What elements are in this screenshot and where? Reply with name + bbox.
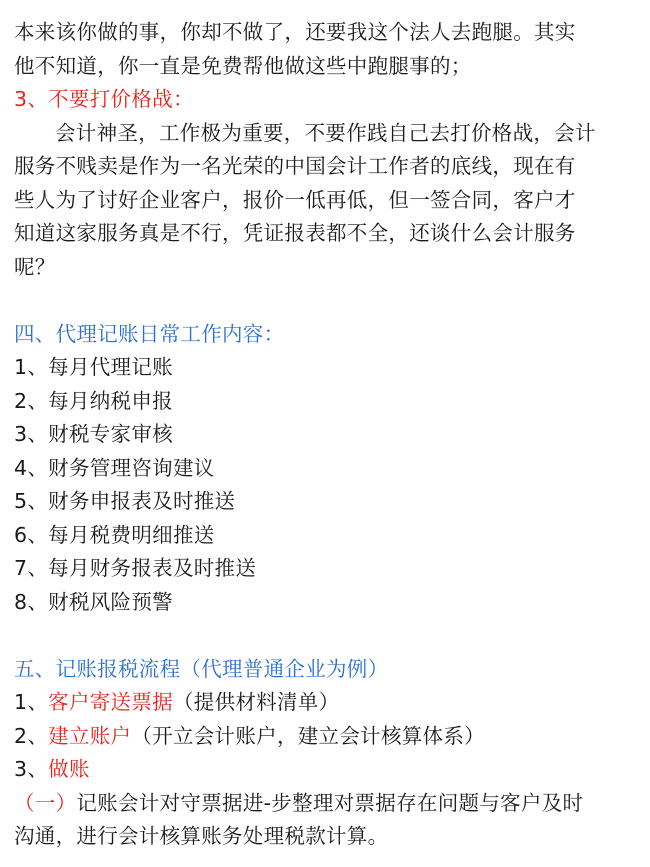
substep-prefix: （一） — [14, 790, 77, 815]
section3-line-2: 服务不贱卖是作为一名光荣的中国会计工作者的底线，现在有 — [14, 154, 576, 178]
step-key: 做账 — [48, 757, 90, 781]
step-detail: （开立会计账户，建立会计核算体系） — [131, 723, 485, 748]
section3-line-5: 呢？ — [14, 254, 56, 279]
list-item: 1、每月代理记账 — [14, 355, 173, 379]
list-item: 5、财务申报表及时推送 — [14, 489, 236, 513]
list-item: 3、财税专家审核 — [14, 422, 173, 446]
process-step-3 — [14, 753, 636, 787]
spacer — [14, 284, 636, 318]
list-item: 4、财务管理咨询建议 — [14, 455, 215, 480]
spacer — [14, 619, 636, 653]
step-number: 3、 — [14, 757, 49, 781]
step-number: 2、 — [14, 723, 49, 748]
substep-1-line-1 — [14, 787, 636, 821]
step-number: 1、 — [14, 690, 49, 714]
section3-line-1: 会计神圣，工作极为重要，不要作践自己去打价格战，会计 — [55, 120, 596, 145]
list-item: 2、每月纳税申报 — [14, 388, 173, 413]
list-item: 7、每月财务报表及时推送 — [14, 556, 257, 580]
step-detail: （提供材料清单） — [172, 690, 340, 714]
step-key: 建立账户 — [48, 723, 132, 748]
process-step-2 — [14, 720, 636, 754]
intro-line-2: 他不知道，你一直是免费帮他做这些中跑腿事的； — [14, 53, 472, 78]
section4-heading: 四、代理记账日常工作内容： — [14, 321, 285, 346]
process-step-1 — [14, 686, 636, 720]
section3-line-4: 知道这家服务真是不行，凭证报表都不全，还谈什么会计服务 — [14, 221, 576, 245]
section3-line-3: 些人为了讨好企业客户，报价一低再低，但一签合同，客户才 — [14, 187, 576, 212]
step-key: 客户寄送票据 — [48, 690, 173, 714]
section3-heading: 3、不要打价格战： — [14, 87, 194, 111]
substep-text: 记账会计对守票据进-步整理对票据存在问题与客户及时 — [76, 790, 584, 815]
list-item: 6、每月税费明细推送 — [14, 522, 215, 547]
section5-heading: 五、记账报税流程（代理普通企业为例） — [14, 656, 389, 681]
intro-line-1: 本来该你做的事，你却不做了，还要我这个法人去跑腿。其实 — [14, 20, 576, 44]
substep-1-line-2: 沟通，进行会计核算账务处理税款计算。 — [14, 824, 389, 848]
list-item: 8、财税风险预警 — [14, 589, 173, 614]
